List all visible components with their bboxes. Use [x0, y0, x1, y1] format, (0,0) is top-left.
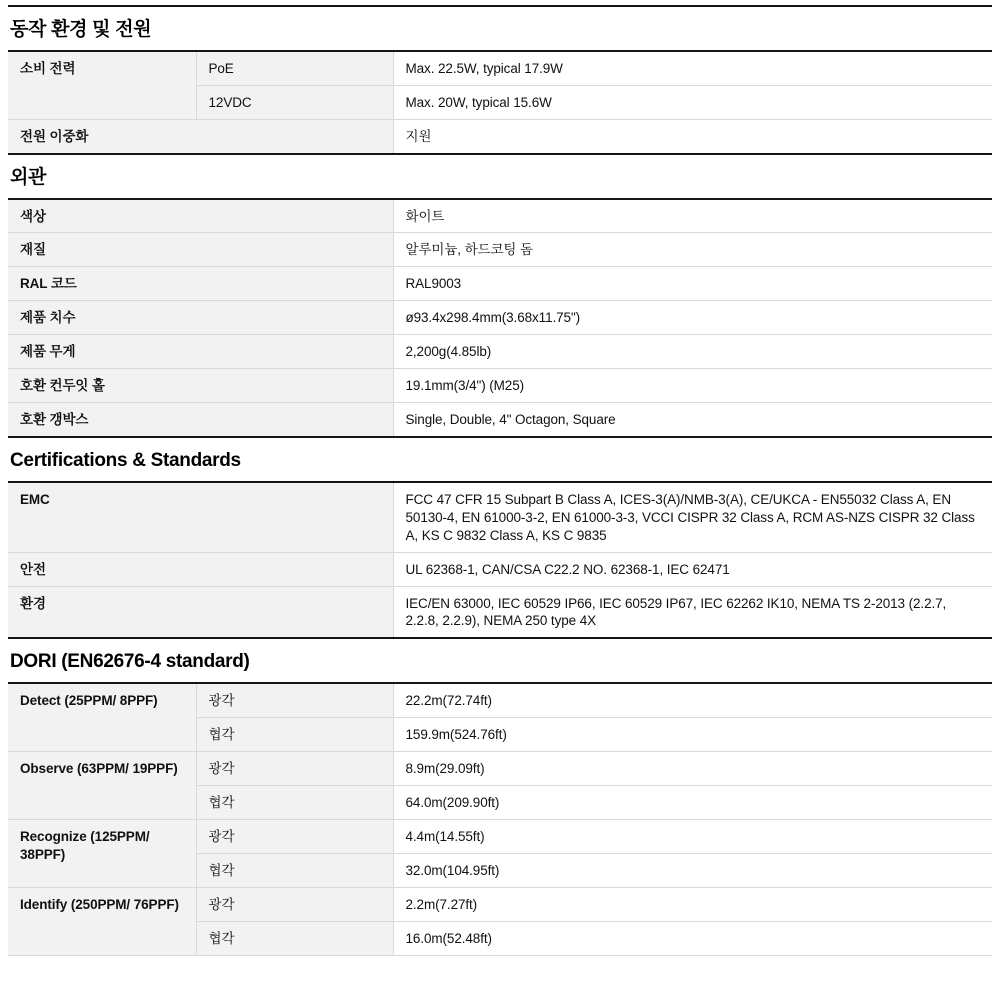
spec-label: 제품 치수 — [8, 301, 393, 335]
spec-table-dori — [8, 682, 992, 956]
table-row — [8, 267, 992, 301]
spec-sublabel: 12VDC — [196, 85, 393, 119]
spec-value: ø93.4x298.4mm(3.68x11.75") — [393, 301, 992, 335]
top-divider — [8, 5, 992, 7]
spec-value: Single, Double, 4" Octagon, Square — [393, 403, 992, 437]
spec-table-appearance — [8, 198, 992, 439]
spec-value: 159.9m(524.76ft) — [393, 717, 992, 751]
section-title: Certifications & Standards — [10, 450, 241, 472]
spec-sublabel: 협각 — [196, 785, 393, 819]
section-operating-env-power — [8, 18, 992, 155]
spec-value: Max. 20W, typical 15.6W — [393, 85, 992, 119]
table-row — [8, 482, 992, 552]
spec-value: RAL9003 — [393, 267, 992, 301]
spec-value: 32.0m(104.95ft) — [393, 853, 992, 887]
table-row — [8, 233, 992, 267]
spec-label: 안전 — [8, 552, 393, 586]
spec-sublabel: 광각 — [196, 887, 393, 921]
spec-sublabel: 협각 — [196, 853, 393, 887]
table-row — [8, 199, 992, 233]
spec-table-power — [8, 50, 992, 155]
table-row — [8, 301, 992, 335]
spec-sublabel: 광각 — [196, 751, 393, 785]
spec-value: 알루미늄, 하드코팅 돔 — [393, 233, 992, 267]
table-row — [8, 119, 992, 153]
spec-label: 색상 — [8, 199, 393, 233]
spec-label: Recognize (125PPM/ 38PPF) — [8, 819, 196, 887]
spec-label: Detect (25PPM/ 8PPF) — [8, 683, 196, 751]
spec-label: 제품 무게 — [8, 335, 393, 369]
spec-label: 호환 컨두잇 홀 — [8, 369, 393, 403]
spec-label: EMC — [8, 482, 393, 552]
table-row — [8, 335, 992, 369]
spec-sublabel: 협각 — [196, 921, 393, 955]
spec-value: 22.2m(72.74ft) — [393, 683, 992, 717]
table-row — [8, 51, 992, 85]
table-row — [8, 751, 992, 785]
spec-sublabel: 협각 — [196, 717, 393, 751]
spec-value: FCC 47 CFR 15 Subpart B Class A, ICES-3(A)/NMB-3(A), CE/UKCA - EN55032 Class A, EN 50130-4, EN 61000-3-2, EN 61000-3-3, VCCI CISPR 32 Class A, RCM AS-NZS CISPR 32 Class A, KS C 9832 Class A, KS C 9835 — [393, 482, 992, 552]
section-title: 외관 — [10, 166, 47, 188]
spec-label: 환경 — [8, 586, 393, 638]
spec-label: 전원 이중화 — [8, 119, 393, 153]
table-row — [8, 819, 992, 853]
section-title: 동작 환경 및 전원 — [10, 19, 152, 40]
spec-label: Identify (250PPM/ 76PPF) — [8, 887, 196, 955]
section-dori — [8, 650, 992, 956]
spec-value: 2,200g(4.85lb) — [393, 335, 992, 369]
section-appearance — [8, 166, 992, 439]
spec-value: Max. 22.5W, typical 17.9W — [393, 51, 992, 85]
spec-sublabel: PoE — [196, 51, 393, 85]
spec-value: 지원 — [393, 119, 992, 153]
spec-value: 화이트 — [393, 199, 992, 233]
section-certifications — [8, 449, 992, 639]
spec-value: 2.2m(7.27ft) — [393, 887, 992, 921]
spec-value: 64.0m(209.90ft) — [393, 785, 992, 819]
table-row — [8, 403, 992, 437]
spec-value: 16.0m(52.48ft) — [393, 921, 992, 955]
table-row — [8, 887, 992, 921]
spec-value: 19.1mm(3/4") (M25) — [393, 369, 992, 403]
section-title: DORI (EN62676-4 standard) — [10, 651, 250, 673]
spec-value: 4.4m(14.55ft) — [393, 819, 992, 853]
spec-label: 소비 전력 — [8, 51, 196, 119]
spec-label: 재질 — [8, 233, 393, 267]
spec-label: 호환 갱박스 — [8, 403, 393, 437]
spec-value: UL 62368-1, CAN/CSA C22.2 NO. 62368-1, IEC 62471 — [393, 552, 992, 586]
spec-sublabel: 광각 — [196, 819, 393, 853]
spec-sublabel: 광각 — [196, 683, 393, 717]
table-row — [8, 552, 992, 586]
spec-table-certifications — [8, 481, 992, 639]
spec-label: Observe (63PPM/ 19PPF) — [8, 751, 196, 819]
spec-value: IEC/EN 63000, IEC 60529 IP66, IEC 60529 IP67, IEC 62262 IK10, NEMA TS 2-2013 (2.2.7, 2.2.8, 2.2.9), NEMA 250 type 4X — [393, 586, 992, 638]
table-row — [8, 586, 992, 638]
table-row — [8, 369, 992, 403]
table-row — [8, 683, 992, 717]
spec-label: RAL 코드 — [8, 267, 393, 301]
spec-value: 8.9m(29.09ft) — [393, 751, 992, 785]
